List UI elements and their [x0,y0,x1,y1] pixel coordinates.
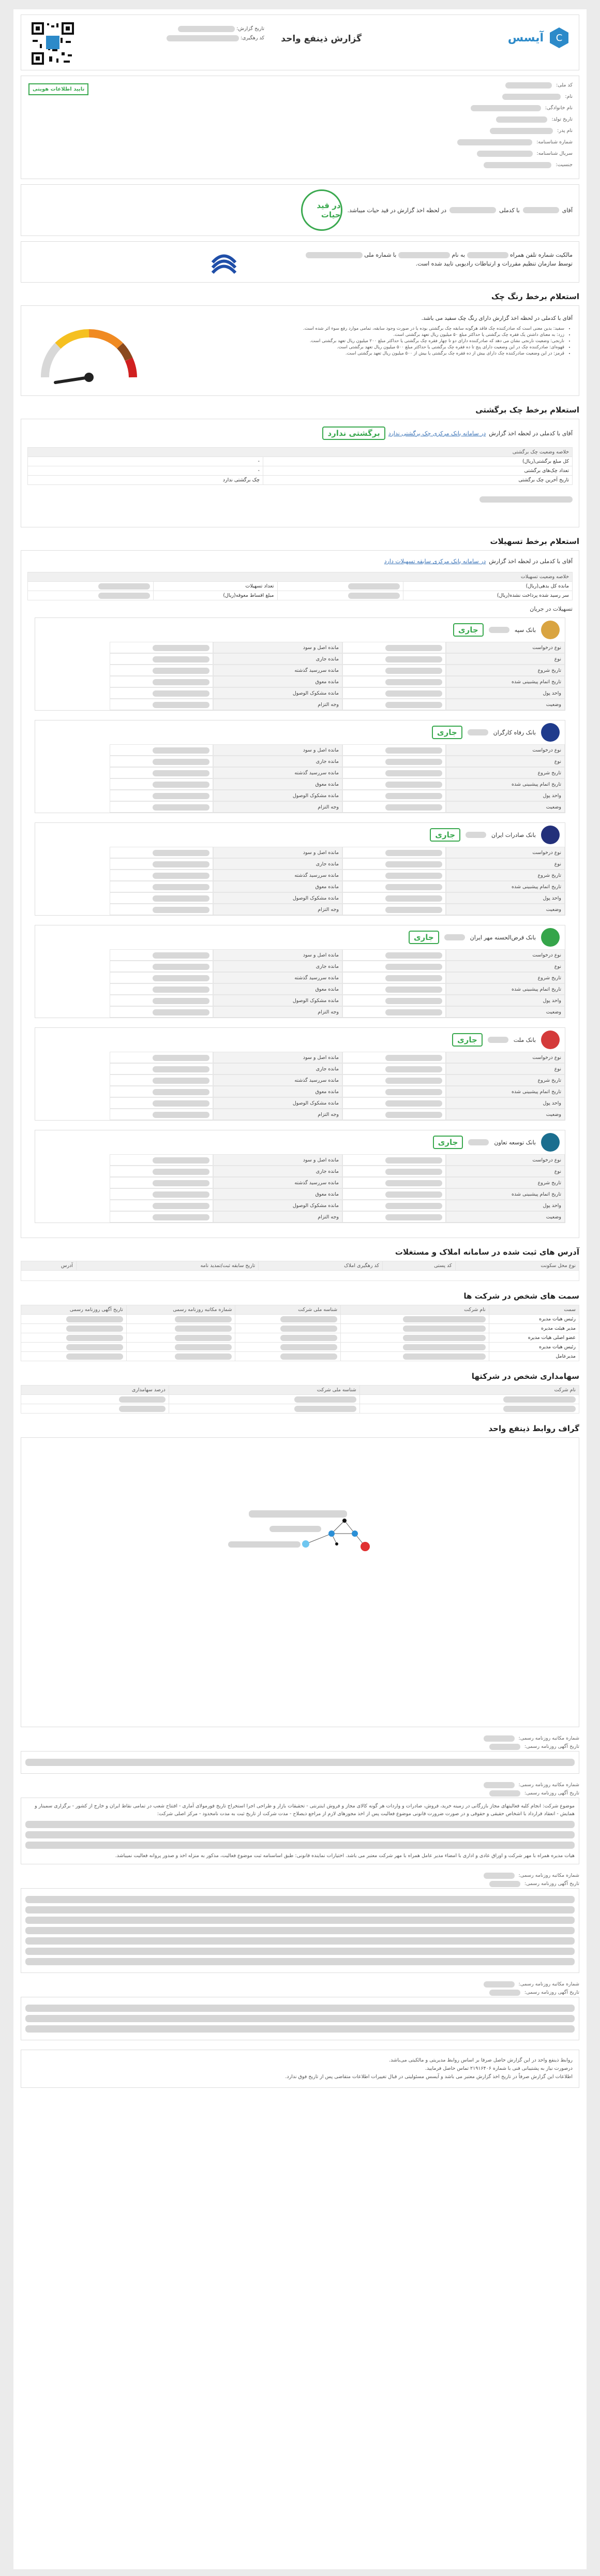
property-title: آدرس های ثبت شده در سامانه املاک و مستغلات [395,1247,579,1257]
cra-logo-icon [207,247,241,278]
bank-logo-icon [541,1031,560,1049]
loan-card [35,720,565,813]
gazette-text: موضوع شرکت: انجام کلیه فعالیتهای مجاز بازرگانی در زمینه خرید، فروش، صادرات و واردات هر گونه کالای مجاز و فروش اینترنتی - تحقیقات بازار و طراحی اجرا استخراج تاریخ فورمولای آماری - افتتاح شعب در تمامی نقاط ایران و خارج از کشور - برگزاری سمینار و همایش - انعقاد قرارداد با اشخاص حقیقی و حقوقی و در صورت ضرورت قانونی موضوع فعالیت پس از اخذ مجوزهای لازم از مراجع ذیصلاح - مدت شرکت از تاریخ ثبت به مدت نامحدود - مرکز اصلی شرکت: [34,1803,575,1817]
loan-details-table: نوع درخواست مانده اصل و سود نوع مانده جاری تاریخ شروع مانده سررسید گذشته تاریخ اتمام پیشبینی شده مانده معوق واحد پول مانده مشکوک الوصول وضعیت وجه التزام [35,1052,565,1120]
loan-details-table: نوع درخواست مانده اصل و سود نوع مانده جاری تاریخ شروع مانده سررسید گذشته تاریخ اتمام پیشبینی شده مانده معوق واحد پول مانده مشکوک الوصول وضعیت وجه التزام [35,642,565,710]
report-page [13,9,587,2569]
table-row: مدیر هیئت مدیره [21,1324,579,1333]
loan-details-table: نوع درخواست مانده اصل و سود نوع مانده جاری تاریخ شروع مانده سررسید گذشته تاریخ اتمام پیشبینی شده مانده معوق واحد پول مانده مشکوک الوصول وضعیت وجه التزام [35,744,565,813]
bounced-table-title: خلاصه وضعیت چک برگشتی [28,448,573,457]
loan-card [35,617,565,711]
color-note: • سفید: بدین معنی است که صادرکننده چک فاقد هرگونه سابقه چک برگشتی بوده یا در صورت وجود سابقه، تمامی موارد رفع سوء اثر شده است. [216,326,564,332]
relations-graph-canvas [21,1438,579,1728]
bank-logo-icon [541,723,560,742]
phone-text2: به نام [452,252,466,258]
report-date-label: تاریخ گزارش: [236,26,264,32]
bounced-link[interactable]: در سامانه بانک مرکزی چک برگشتی ندارد [388,430,486,437]
bank-name: بانک سپه [514,626,536,634]
shares-table: نام شرکت شناسه ملی شرکت درصد سهامداری [21,1385,579,1414]
phone-ownership-section [21,241,579,283]
table-row: رئیس هیات مدیره [21,1343,579,1352]
page-title: گزارش ذینفع واحد [281,34,362,44]
loan-card [35,1130,565,1223]
loan-status-stamp: جاری [432,726,462,739]
cheque-color-section [21,305,579,396]
alive-stamp: در قید حیات [301,189,342,231]
bank-name: بانک توسعه تعاون [494,1139,536,1146]
color-note: • زرد: به معنای داشتن یک فقره چک برگشتی یا حداکثر مبلغ ۵۰ میلیون ریال تعهد برگشتی است. [216,332,564,338]
bounced-line: آقای با کدملی در لحظه اخذ گزارش [489,430,573,437]
loan-status-stamp: جاری [452,1033,483,1047]
life-status-section [21,184,579,236]
color-note: • قهوه‌ای: صادرکننده چک در این وضعیت دارای پنج تا ده فقره چک برگشتی یا حداکثر مبلغ ۵۰۰ میلیون ریال تعهد برگشتی است. [216,344,564,350]
loan-card [35,1027,565,1121]
profile-field: سریال شناسنامه: [386,150,573,158]
graph-node [352,1530,358,1537]
gazette-entry: شماره مکاتبه روزنامه رسمی: تاریخ آگهی روزنامه رسمی: [21,1980,579,2040]
loan-details-table: نوع درخواست مانده اصل و سود نوع مانده جاری تاریخ شروع مانده سررسید گذشته تاریخ اتمام پیشبینی شده مانده معوق واحد پول مانده مشکوک الوصول وضعیت وجه التزام [35,847,565,915]
loans-table-title: خلاصه وضعیت تسهیلات [28,572,573,582]
loans-subtitle: تسهیلات در جریان [530,606,573,612]
loan-card-header [35,823,565,847]
bounced-cheque-title: استعلام برخط چک برگشتی [475,405,579,415]
table-row: کل مبلغ برگشتی(ریال) - [28,457,573,466]
table-row: تعداد چک‌های برگشتی - [28,466,573,476]
phone-text4: توسط سازمان تنظیم مقررات و ارتباطات رادیویی تایید شده است. [415,260,573,267]
life-nid-label: با کدملی [499,207,520,214]
color-note: • نارنجی: وضعیت نارنجی نشان می دهد که صادرکننده دارای دو تا چهار فقره چک برگشتی یا حداکثر مبلغ ۲۰۰ میلیون ریال تعهد برگشتی است. [216,338,564,344]
table-row: تاریخ آخرین چک برگشتی چک برگشتی ندارد [28,476,573,485]
gazette-entry: شماره مکاتبه روزنامه رسمی: تاریخ آگهی روزنامه رسمی: [21,1734,579,1774]
graph-node [335,1542,338,1545]
bank-logo-icon [541,1133,560,1152]
color-note: • قرمز: در این وضعیت صادرکننده چک دارای بیش از ده فقره چک برگشتی یا بیش از ۵۰۰ میلیون ریال تعهد برگشتی است. [216,350,564,357]
phone-text3: با شماره ملی [364,252,397,258]
bank-name: بانک صادرات ایران [491,831,536,838]
profile-field: تاریخ تولد: [386,115,573,124]
profile-field: نام پدر: [386,127,573,135]
gazette-entry: شماره مکاتبه روزنامه رسمی: تاریخ آگهی روزنامه رسمی: [21,1872,579,1973]
loan-card-header [35,720,565,744]
loans-summary-table: خلاصه وضعیت تسهیلات مانده کل بدهی(ریال) تعداد تسهیلات سر رسید شده پرداخت نشده(ریال) مبلغ اقساط معوقه(ریال) [27,572,573,600]
loan-card [35,822,565,916]
bank-name: بانک ملت [513,1036,536,1043]
graph-title: گراف روابط ذینفع واحد [488,1424,579,1433]
companies-title: سمت های شخص در شرکت ها [463,1291,579,1301]
brand-name: آیسس [507,31,544,45]
bank-name: بانک رفاه کارگران [493,729,536,736]
loans-section [21,550,579,1238]
loans-link[interactable]: در سامانه بانک مرکزی سابقه تسهیلات دارد [384,558,486,565]
shares-title: سهامداری شخص در شرکتها [471,1372,579,1381]
brand-logo-icon [548,26,571,49]
bank-name: بانک قرض‌الحسنه مهر ایران [470,934,536,941]
loan-status-stamp: جاری [453,623,484,637]
identity-verified-badge: تایید اطلاعات هویتی [28,83,88,95]
phone-text1: مالکیت شماره تلفن همراه [510,252,573,258]
qr-code [29,20,76,67]
bank-logo-icon [541,928,560,947]
table-row: رئیس هیات مدیره [21,1315,579,1324]
cheque-color-title: استعلام برخط رنگ چک [491,292,579,301]
tracking-code-label: کد رهگیری: [240,35,264,41]
loan-details-table: نوع درخواست مانده اصل و سود نوع مانده جاری تاریخ شروع مانده سررسید گذشته تاریخ اتمام پیشبینی شده مانده معوق واحد پول مانده مشکوک الوصول وضعیت وجه التزام [35,1154,565,1223]
profile-field: کد ملی: [386,81,573,90]
loans-line: آقای با کدملی در لحظه اخذ گزارش [489,558,573,565]
life-text: در لحظه اخذ گزارش در قید حیات میباشد. [347,207,447,214]
bounced-summary-table [27,447,573,485]
loan-card [35,925,565,1018]
loan-details-table: نوع درخواست مانده اصل و سود نوع مانده جاری تاریخ شروع مانده سررسید گذشته تاریخ اتمام پیشبینی شده مانده معوق واحد پول مانده مشکوک الوصول وضعیت وجه التزام [35,949,565,1018]
life-prefix: آقای [562,207,573,214]
property-table: نوع محل سکونت کد پستی کد رهگیری املاک تاریخ سابقه ثبت/تمدید نامه آدرس [21,1261,579,1281]
loan-card-header [35,925,565,949]
loan-card-header [35,618,565,642]
table-row: عضو اصلی هیات مدیره [21,1333,579,1343]
cheque-color-line: آقای با کدملی در لحظه اخذ گزارش دارای رنگ چک سفید می باشد. [421,315,573,321]
report-footer: روابط ذینفع واحد در این گزارش حاصل صرفا بر اساس روابط مدیریتی و مالکیتی می‌باشد. درصورت نیاز به پشتیبانی فنی با شماره ۲۱۹۱۶۴۰۶ تماس حاصل فرمایید. اطلاعات این گزارش صرفاً در تاریخ اخذ گزارش معتبر می باشد و آیسس مسئولیتی در قبال تغییرات اطلاعات متقاضی پس از تاریخ فوق ندارد. [21,2050,579,2088]
gazette-entry: شماره مکاتبه روزنامه رسمی: تاریخ آگهی روزنامه رسمی: موضوع شرکت: انجام کلیه فعالیتهای مجاز بازرگانی در زمینه خرید، فروش، صادرات و واردات هر گونه کالای مجاز و فروش اینترنتی - تحقیقات بازار و طراحی اجرا استخراج تاریخ فورمولای آماری - افتتاح شعب در تمامی نقاط ایران و خارج از کشور - برگزاری سمینار و همایش - انعقاد قرارداد با اشخاص حقیقی و حقوقی و در صورت ضرورت قانونی موضوع فعالیت پس از اخذ مجوزهای لازم از مراجع ذیصلاح - مدت شرکت از تاریخ ثبت به مدت نامحدود - مرکز اصلی شرکت: هیات مدیره همراه با مهر شرکت و اوراق عادی و اداری با امضاء مدیر عامل همراه با مهر شرکت معتبر می باشد. اختیارات نماینده قانونی: طبق اساسنامه ثبت موضوع فعالیت، مذکور به منزله اخذ و صدور پروانه فعالیت نمیباشد. [21,1781,579,1864]
gazette-text: هیات مدیره همراه با مهر شرکت و اوراق عادی و اداری با امضاء مدیر عامل همراه با مهر شرکت معتبر می باشد. اختیارات نماینده قانونی: طبق اساسنامه ثبت موضوع فعالیت، مذکور به منزله اخذ و صدور پروانه فعالیت نمیباشد. [115,1853,575,1859]
graph-node [342,1519,347,1523]
graph-node [361,1542,370,1551]
bank-logo-icon [541,826,560,844]
profile-field: نام خانوادگی: [386,104,573,112]
bank-logo-icon [541,621,560,639]
bounced-stamp: برگشتی ندارد [322,426,385,440]
loans-title: استعلام برخط تسهیلات [490,537,579,546]
loan-card-header [35,1130,565,1154]
profile-field: شماره شناسنامه: [386,138,573,146]
graph-node [328,1530,335,1537]
loan-status-stamp: جاری [430,828,460,842]
report-header [21,14,579,70]
profile-field: جنسیت: [386,161,573,169]
loan-card-header [35,1028,565,1052]
profile-field: نام: [386,93,573,101]
brand-logo [508,26,571,49]
companies-table: سمت نام شرکت شناسه ملی شرکت شماره مکاتبه روزنامه رسمی تاریخ آگهی روزنامه رسمی رئیس هیات مدیره مدیر هیئت مدیره عضو اصلی هیات مدیره رئیس هیات مدیره مدیرعامل [21,1305,579,1361]
bounced-cheque-section [21,419,579,527]
cheque-color-gauge [29,310,148,393]
table-row: مدیرعامل [21,1352,579,1361]
relations-graph[interactable] [21,1437,579,1727]
profile-section [21,76,579,179]
loan-status-stamp: جاری [409,931,439,944]
graph-node [302,1540,309,1548]
svg-text:C: C [556,33,563,43]
loan-status-stamp: جاری [433,1136,463,1149]
